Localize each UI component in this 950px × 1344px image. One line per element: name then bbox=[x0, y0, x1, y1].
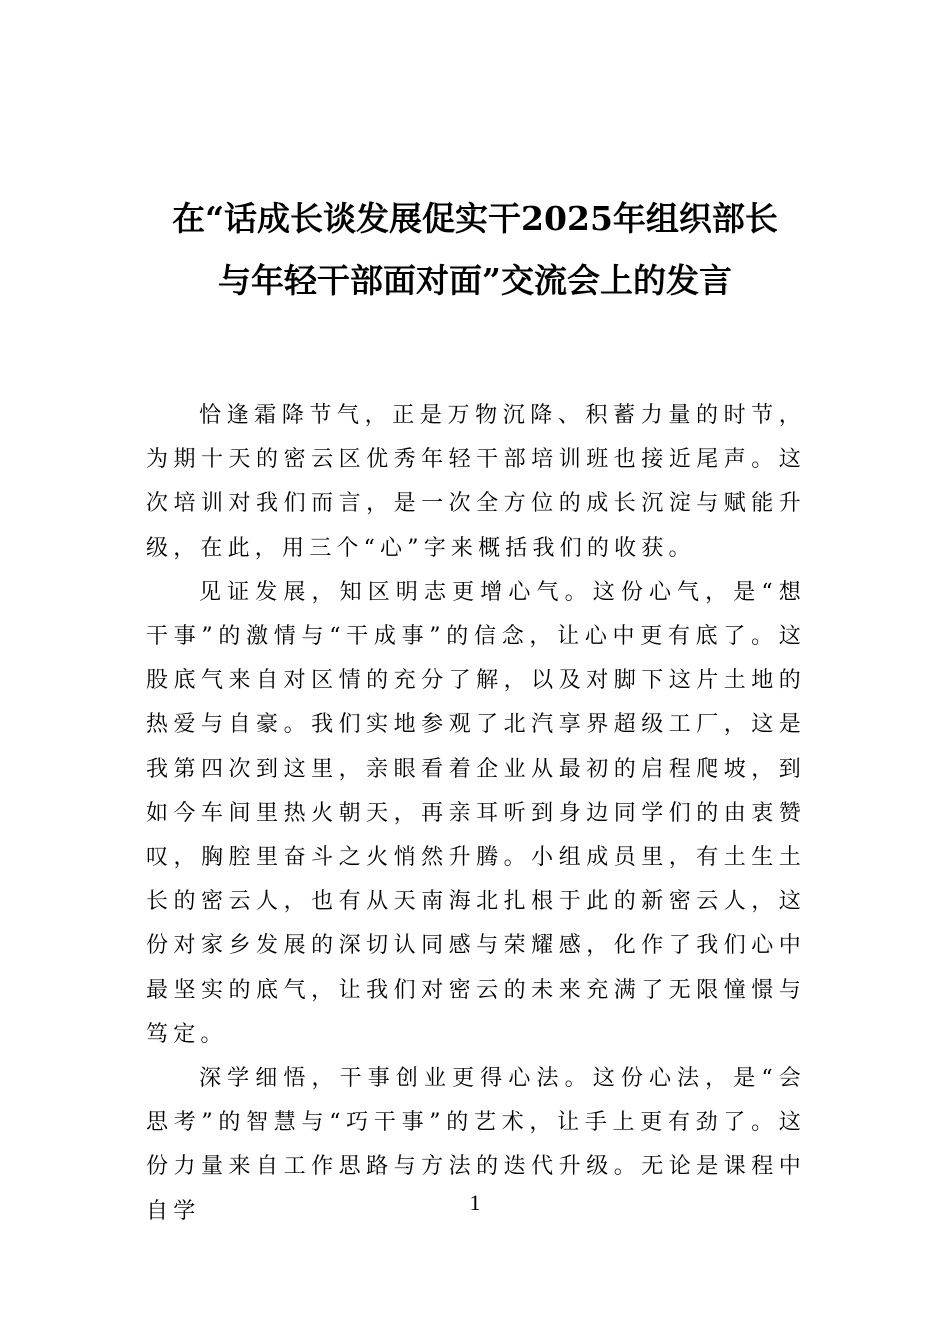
title-line-2: 与年轻干部面对面”交流会上的发言 bbox=[218, 261, 732, 300]
paragraph-3: 深学细悟，干事创业更得心法。这份心法，是“会思考”的智慧与“巧干事”的艺术，让手上更有劲了。这份力量来自工作思路与方法的迭代升级。无论是课程中自学 bbox=[146, 1066, 806, 1224]
document-body bbox=[146, 394, 806, 1234]
title-line-1: 在“话成长谈发展促实干2025年组织部长 bbox=[172, 199, 778, 238]
page-number: 1 bbox=[469, 1190, 481, 1215]
paragraph-1: 恰逢霜降节气，正是万物沉降、积蓄力量的时节，为期十天的密云区优秀年轻干部培训班也接近尾声。这次培训对我们而言，是一次全方位的成长沉淀与赋能升级，在此，用三个“心”字来概括我们的收获。 bbox=[146, 403, 806, 561]
paragraph-2: 见证发展，知区明志更增心气。这份心气，是“想干事”的激情与“干成事”的信念，让心中更有底了。这股底气来自对区情的充分了解，以及对脚下这片土地的热爱与自豪。我们实地参观了北汽享界超级工厂，这是我第四次到这里，亲眼看着企业从最初的启程爬坡，到如今车间里热火朝天，再亲耳听到身边同学们的由衷赞叹，胸腔里奋斗之火悄然升腾。小组成员里，有土生土长的密云人，也有从天南海北扎根于此的新密云人，这份对家乡发展的深切认同感与荣耀感，化作了我们心中最坚实的底气，让我们对密云的未来充满了无限憧憬与笃定。 bbox=[146, 579, 806, 1047]
document-title bbox=[140, 188, 810, 312]
